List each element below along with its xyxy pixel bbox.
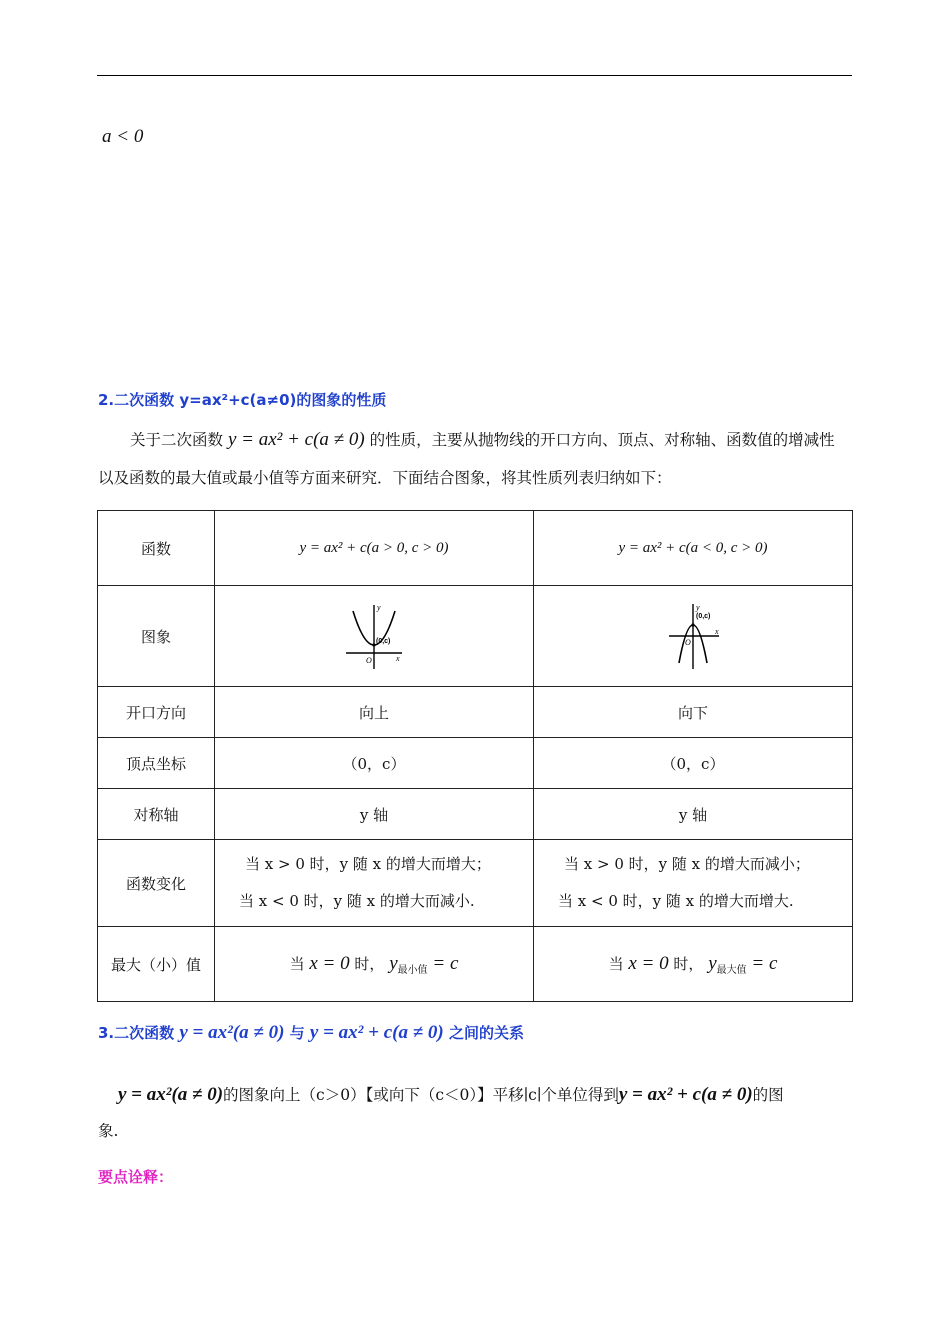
parabola-up-graph xyxy=(344,601,404,671)
intro-before: 关于二次函数 xyxy=(130,431,224,449)
graph-y-label: y xyxy=(696,603,700,612)
extreme-cond: x = 0 xyxy=(309,952,350,974)
table-row xyxy=(98,687,853,738)
table-row xyxy=(98,840,853,927)
section-2-heading: 2.二次函数 y=ax²+c(a≠0)的图象的性质 xyxy=(98,391,387,409)
parabola-down-graph xyxy=(663,601,723,671)
extreme-mid: 时， xyxy=(673,954,704,973)
function-a-negative: y = ax² + c(a < 0, c > 0) xyxy=(534,511,853,586)
section-2-intro xyxy=(98,425,853,493)
row-label: 最大（小）值 xyxy=(98,927,215,1002)
vertex-col1: （0，c） xyxy=(215,738,534,789)
header-rule xyxy=(97,75,852,76)
body-line2: 象. xyxy=(98,1122,119,1140)
monotonic-line: 当 x > 0 时，y 随 x 的增大而减小； xyxy=(564,855,810,873)
axis-col2: y 轴 xyxy=(534,789,853,840)
graph-cell-downward xyxy=(534,586,853,687)
table-row xyxy=(98,511,853,586)
extreme-col1 xyxy=(215,927,534,1002)
row-label: 对称轴 xyxy=(98,789,215,840)
graph-point-label: (0,c) xyxy=(696,613,711,620)
properties-table xyxy=(97,510,853,1002)
key-points-heading: 要点诠释： xyxy=(98,1168,174,1186)
heading-formula-1: y = ax²(a ≠ 0) xyxy=(179,1022,285,1043)
monotonic-line: 当 x < 0 时，y 随 x 的增大而减小. xyxy=(239,892,475,910)
extreme-mid: 时， xyxy=(354,954,385,973)
section-3-body xyxy=(98,1080,853,1146)
table-row xyxy=(98,927,853,1002)
intro-after: 的性质，主要从抛物线的开口方向、顶点、对称轴、函数值的增减性 xyxy=(369,431,835,449)
table-row xyxy=(98,738,853,789)
body-text: 的图象向上（c＞0）【或向下（c＜0）】平移∣c∣个单位得到 xyxy=(223,1086,619,1104)
extreme-eq: = c xyxy=(751,952,778,974)
row-label: 开口方向 xyxy=(98,687,215,738)
opening-up: 向上 xyxy=(215,687,534,738)
formula-a-less-zero: a < 0 xyxy=(102,126,144,147)
extreme-sub: 最小值 xyxy=(397,964,428,976)
vertex-point xyxy=(691,623,694,626)
extreme-pre: 当 xyxy=(608,954,624,973)
row-label: 函数 xyxy=(98,511,215,586)
extreme-sub: 最大值 xyxy=(716,964,747,976)
extreme-y: y xyxy=(389,952,398,974)
graph-origin-label: O xyxy=(366,656,372,665)
extreme-eq: = c xyxy=(432,952,459,974)
opening-down: 向下 xyxy=(534,687,853,738)
heading-post: 之间的关系 xyxy=(448,1024,524,1042)
extreme-cond: x = 0 xyxy=(628,952,669,974)
function-a-positive: y = ax² + c(a > 0, c > 0) xyxy=(215,511,534,586)
body-formula-2: y = ax² + c(a ≠ 0) xyxy=(618,1084,753,1105)
extreme-pre: 当 xyxy=(289,954,305,973)
section-3-heading xyxy=(98,1022,524,1044)
extreme-col2 xyxy=(534,927,853,1002)
vertex-col2: （0，c） xyxy=(534,738,853,789)
row-label: 顶点坐标 xyxy=(98,738,215,789)
row-label: 函数变化 xyxy=(98,840,215,927)
intro-line2: 以及函数的最大值或最小值等方面来研究．下面结合图象，将其性质列表归纳如下： xyxy=(98,469,672,487)
monotonic-col1 xyxy=(215,840,534,927)
table-row xyxy=(98,586,853,687)
heading-pre: 3.二次函数 xyxy=(98,1024,175,1042)
extreme-y: y xyxy=(708,952,717,974)
body-formula-1: y = ax²(a ≠ 0) xyxy=(118,1084,224,1105)
graph-point-label: (0,c) xyxy=(376,638,391,645)
monotonic-col2 xyxy=(534,840,853,927)
table-row xyxy=(98,789,853,840)
graph-origin-label: O xyxy=(685,638,691,647)
intro-formula: y = ax² + c(a ≠ 0) xyxy=(227,429,365,450)
axis-col1: y 轴 xyxy=(215,789,534,840)
body-end: 的图 xyxy=(752,1086,784,1104)
heading-formula-2: y = ax² + c(a ≠ 0) xyxy=(309,1022,444,1043)
graph-y-label: y xyxy=(377,603,381,612)
graph-x-label: x xyxy=(396,654,400,663)
monotonic-line: 当 x < 0 时，y 随 x 的增大而增大. xyxy=(558,892,794,910)
graph-cell-upward xyxy=(215,586,534,687)
heading-mid: 与 xyxy=(289,1024,305,1042)
row-label: 图象 xyxy=(98,586,215,687)
graph-x-label: x xyxy=(715,627,719,636)
monotonic-line: 当 x > 0 时，y 随 x 的增大而增大； xyxy=(245,855,491,873)
